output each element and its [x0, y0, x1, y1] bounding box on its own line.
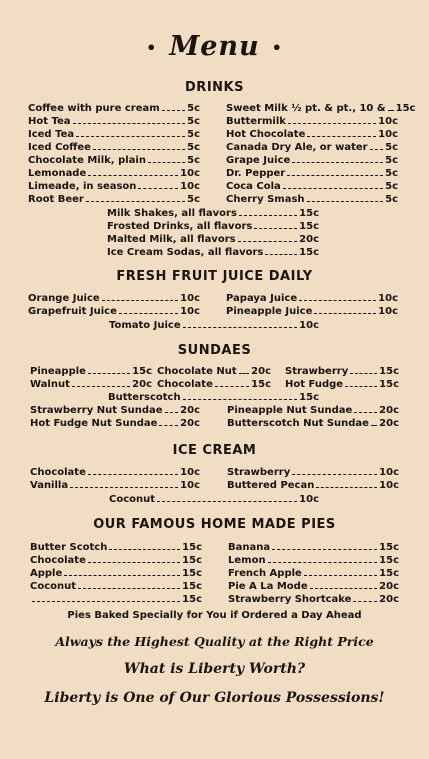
menu-item: [226, 166, 398, 179]
menu-item: [30, 540, 202, 553]
menu-item-price: 5c: [385, 181, 398, 192]
leader-line: [88, 364, 130, 374]
menu-item-price: 15c: [182, 568, 202, 579]
menu-item-price: 20c: [132, 379, 152, 390]
menu-item-price: 10c: [378, 116, 398, 127]
menu-item: [30, 478, 200, 491]
leader-line: [138, 179, 178, 189]
leader-line: [72, 377, 130, 387]
leader-line: [350, 364, 377, 374]
menu-item-price: 10c: [180, 306, 200, 317]
leader-line: [183, 318, 298, 328]
menu-item-price: 15c: [379, 568, 399, 579]
menu-item-name: Frosted Drinks, all flavors: [107, 221, 253, 232]
menu-item: [28, 166, 200, 179]
menu-item: [30, 377, 152, 390]
menu-item: [30, 364, 152, 377]
menu-item-name: Butterscotch: [108, 392, 181, 403]
leader-line: [93, 140, 185, 150]
leader-line: [88, 465, 178, 475]
menu-item-price: 10c: [180, 181, 200, 192]
menu-item-price: 20c: [180, 405, 200, 416]
leader-line: [86, 192, 185, 202]
drinks-center-column: [107, 206, 319, 258]
leader-line: [70, 478, 178, 488]
menu-item: [30, 465, 200, 478]
pies-heading: OUR FAMOUS HOME MADE PIES: [93, 517, 336, 532]
menu-item: [28, 291, 200, 304]
menu-item-name: Butter Scotch: [30, 542, 108, 553]
menu-item-name: Pineapple: [30, 366, 86, 377]
leader-line: [292, 153, 383, 163]
menu-item-name: Lemon: [228, 555, 266, 566]
menu-item: [30, 416, 200, 429]
menu-title-text: Menu: [169, 31, 260, 62]
menu-item-name: Limeade, in season: [28, 181, 137, 192]
menu-item-name: Walnut: [30, 379, 70, 390]
menu-item: [157, 377, 271, 390]
menu-item: [28, 127, 200, 140]
menu-item: [107, 219, 319, 232]
sundae-left-column: [30, 403, 200, 429]
leader-line: [353, 592, 377, 602]
menu-item-price: 10c: [180, 467, 200, 478]
menu-item: [109, 492, 319, 505]
icecream-left-column: [30, 465, 200, 491]
leader-line: [370, 140, 384, 150]
menu-item: [228, 579, 399, 592]
menu-item-price: 20c: [379, 418, 399, 429]
leader-line: [307, 192, 384, 202]
menu-item: [28, 114, 200, 127]
menu-item-name: Grape Juice: [226, 155, 291, 166]
leader-line: [159, 416, 178, 426]
sundae-row1-col2: [157, 364, 271, 377]
menu-item-price: 5c: [385, 142, 398, 153]
menu-item-price: 15c: [299, 221, 319, 232]
menu-item-price: 20c: [379, 405, 399, 416]
menu-item: [30, 403, 200, 416]
menu-item-price: 15c: [132, 366, 152, 377]
sundae-right-column: [227, 403, 399, 429]
menu-item-name: Iced Coffee: [28, 142, 91, 153]
menu-item: [226, 192, 398, 205]
menu-item-name: Dr. Pepper: [226, 168, 286, 179]
menu-item: [228, 566, 399, 579]
icecream-heading: ICE CREAM: [172, 443, 257, 458]
menu-item-price: 5c: [187, 194, 200, 205]
menu-item-name: Chocolate: [157, 379, 213, 390]
sundae-row1-col3: [285, 364, 399, 377]
leader-line: [292, 465, 377, 475]
leader-line: [299, 291, 376, 301]
menu-item: [226, 179, 398, 192]
menu-item-price: 10c: [378, 293, 398, 304]
leader-line: [388, 101, 394, 111]
menu-item: [28, 140, 200, 153]
menu-item-price: 15c: [299, 247, 319, 258]
menu-item: [226, 304, 398, 317]
menu-item: [107, 245, 319, 258]
menu-item-name: Hot Fudge: [285, 379, 344, 390]
menu-item-price: 20c: [251, 366, 271, 377]
menu-item-name: Tomato Juice: [109, 320, 181, 331]
leader-line: [109, 540, 180, 550]
leader-line: [78, 579, 180, 589]
sundae-row2-col1: [30, 377, 152, 390]
drinks-left-column: [28, 101, 200, 205]
menu-item-price: 5c: [187, 116, 200, 127]
menu-item-name: Buttermilk: [226, 116, 286, 127]
menu-item-name: Coconut: [109, 494, 156, 505]
menu-item-price: 15c: [379, 379, 399, 390]
drinks-heading: DRINKS: [185, 80, 244, 95]
icecream-right-column: [227, 465, 399, 491]
menu-item-price: 10c: [299, 494, 319, 505]
leader-line: [215, 377, 249, 387]
menu-item-name: Coffee with pure cream: [28, 103, 160, 114]
menu-item: [28, 101, 200, 114]
sundae-row1-col1: [30, 364, 152, 377]
menu-item-name: Pie A La Mode: [228, 581, 308, 592]
menu-item: [227, 403, 399, 416]
menu-item: [28, 153, 200, 166]
leader-line: [265, 245, 297, 255]
menu-item-name: Strawberry Nut Sundae: [30, 405, 163, 416]
sundae-center-column: [108, 390, 319, 403]
leader-line: [32, 592, 180, 602]
menu-item: [226, 140, 398, 153]
menu-item: [107, 232, 319, 245]
leader-line: [354, 403, 377, 413]
menu-item-price: 10c: [299, 320, 319, 331]
menu-item-name: Butterscotch Nut Sundae: [227, 418, 369, 429]
menu-item: [109, 318, 319, 331]
menu-item-price: 15c: [395, 103, 416, 114]
menu-item-price: 10c: [180, 480, 200, 491]
leader-line: [288, 114, 376, 124]
leader-line: [254, 219, 297, 229]
menu-item-price: 10c: [379, 480, 399, 491]
menu-item: [28, 192, 200, 205]
menu-item-name: Hot Tea: [28, 116, 71, 127]
menu-item-price: 20c: [379, 594, 399, 605]
menu-item-price: 20c: [299, 234, 319, 245]
menu-item: [226, 127, 398, 140]
menu-title: [0, 30, 429, 64]
juice-right-column: [226, 291, 398, 317]
menu-item-price: 10c: [378, 129, 398, 140]
leader-line: [183, 390, 298, 400]
menu-item: [30, 566, 202, 579]
menu-item-price: 15c: [182, 594, 202, 605]
leader-line: [239, 364, 250, 374]
menu-item-name: Sweet Milk ½ pt. & pt., 10 &: [226, 103, 386, 114]
menu-item: [227, 416, 399, 429]
menu-item-name: Cherry Smash: [226, 194, 305, 205]
pies-note: Pies Baked Specially for You if Ordered a Day Ahead: [67, 610, 362, 621]
menu-item: [108, 390, 319, 403]
menu-item-name: Hot Chocolate: [226, 129, 306, 140]
menu-item-name: Hot Fudge Nut Sundae: [30, 418, 158, 429]
leader-line: [76, 127, 185, 137]
sundae-row2-col2: [157, 377, 271, 390]
menu-item: [228, 540, 399, 553]
leader-line: [287, 166, 383, 176]
leader-line: [268, 553, 378, 563]
leader-line: [165, 403, 179, 413]
menu-item: [228, 592, 399, 605]
leader-line: [102, 291, 178, 301]
menu-item: [157, 364, 271, 377]
menu-item-price: 5c: [385, 194, 398, 205]
juice-heading: FRESH FRUIT JUICE DAILY: [116, 269, 313, 284]
menu-item-name: Buttered Pecan: [227, 480, 315, 491]
menu-item-name: Papaya Juice: [226, 293, 298, 304]
leader-line: [307, 127, 376, 137]
menu-item-price: 15c: [251, 379, 271, 390]
menu-item-name: French Apple: [228, 568, 302, 579]
menu-item-name: Canada Dry Ale, or water: [226, 142, 368, 153]
menu-item: [30, 592, 202, 605]
menu-item-price: 15c: [379, 542, 399, 553]
menu-item-price: 10c: [379, 467, 399, 478]
menu-item: [227, 478, 399, 491]
pies-left-column: [30, 540, 202, 605]
menu-item-price: 20c: [180, 418, 200, 429]
menu-item-name: Pineapple Nut Sundae: [227, 405, 353, 416]
menu-item-name: Pineapple Juice: [226, 306, 313, 317]
leader-line: [238, 232, 298, 242]
menu-item-price: 5c: [385, 168, 398, 179]
menu-item-name: Strawberry Shortcake: [228, 594, 352, 605]
menu-item: [227, 465, 399, 478]
menu-item-name: Grapefruit Juice: [28, 306, 117, 317]
menu-item-name: Lemonade: [28, 168, 87, 179]
leader-line: [283, 179, 383, 189]
leader-line: [314, 304, 376, 314]
menu-item-price: 15c: [182, 542, 202, 553]
menu-item: [226, 291, 398, 304]
menu-item-name: Root Beer: [28, 194, 84, 205]
menu-item: [226, 101, 416, 114]
menu-item-price: 10c: [378, 306, 398, 317]
sundaes-heading: SUNDAES: [177, 343, 252, 358]
menu-item: [285, 377, 399, 390]
menu-item-name: Strawberry: [227, 467, 291, 478]
menu-item-price: 5c: [187, 155, 200, 166]
menu-item-price: 15c: [299, 208, 319, 219]
leader-line: [304, 566, 377, 576]
menu-item: [107, 206, 319, 219]
menu-item-name: Chocolate Milk, plain: [28, 155, 146, 166]
menu-item-name: Apple: [30, 568, 63, 579]
leader-line: [64, 566, 180, 576]
leader-line: [148, 153, 185, 163]
menu-item-price: 15c: [379, 366, 399, 377]
menu-item-name: Chocolate: [30, 555, 86, 566]
leader-line: [119, 304, 178, 314]
menu-item: [28, 304, 200, 317]
menu-item-name: Vanilla: [30, 480, 69, 491]
menu-item-name: Iced Tea: [28, 129, 75, 140]
menu-item-price: 5c: [187, 142, 200, 153]
leader-line: [88, 553, 180, 563]
menu-item-price: 15c: [182, 555, 202, 566]
leader-line: [272, 540, 377, 550]
icecream-center-column: [109, 492, 319, 505]
menu-item-name: Milk Shakes, all flavors: [107, 208, 237, 219]
leader-line: [316, 478, 377, 488]
bullet-left: •: [146, 37, 158, 57]
menu-item-price: 5c: [187, 103, 200, 114]
menu-item: [285, 364, 399, 377]
menu-item: [226, 153, 398, 166]
menu-item-name: Coconut: [30, 581, 77, 592]
leader-line: [345, 377, 377, 387]
menu-item-price: 15c: [299, 392, 319, 403]
leader-line: [88, 166, 178, 176]
menu-item-name: Chocolate: [30, 467, 86, 478]
menu-item-price: 10c: [180, 168, 200, 179]
menu-item: [28, 179, 200, 192]
menu-item-name: Banana: [228, 542, 271, 553]
menu-item-name: Malted Milk, all flavors: [107, 234, 236, 245]
menu-item: [30, 553, 202, 566]
menu-item-price: 10c: [180, 293, 200, 304]
drinks-right-column: [226, 101, 416, 205]
bullet-right: •: [271, 37, 283, 57]
slogan-quality: Always the Highest Quality at the Right Price: [55, 634, 374, 649]
menu-item-price: 15c: [379, 555, 399, 566]
menu-item-price: 5c: [385, 155, 398, 166]
menu-item: [226, 114, 398, 127]
menu-item-price: 5c: [187, 129, 200, 140]
menu-item-name: Coca Cola: [226, 181, 281, 192]
menu-item: [228, 553, 399, 566]
leader-line: [73, 114, 186, 124]
leader-line: [239, 206, 297, 216]
leader-line: [162, 101, 185, 111]
menu-item-name: Chocolate Nut: [157, 366, 237, 377]
sundae-row2-col3: [285, 377, 399, 390]
leader-line: [371, 416, 377, 426]
slogan-liberty-worth: What is Liberty Worth?: [123, 661, 306, 677]
menu-item: [30, 579, 202, 592]
menu-item-name: Orange Juice: [28, 293, 100, 304]
pies-right-column: [228, 540, 399, 605]
menu-item-name: Strawberry: [285, 366, 349, 377]
juice-center-column: [109, 318, 319, 331]
leader-line: [157, 492, 297, 502]
menu-item-price: 20c: [379, 581, 399, 592]
menu-item-price: 15c: [182, 581, 202, 592]
juice-left-column: [28, 291, 200, 317]
leader-line: [310, 579, 378, 589]
slogan-liberty-possessions: Liberty is One of Our Glorious Possessions!: [44, 690, 385, 706]
menu-item-name: Ice Cream Sodas, all flavors: [107, 247, 264, 258]
